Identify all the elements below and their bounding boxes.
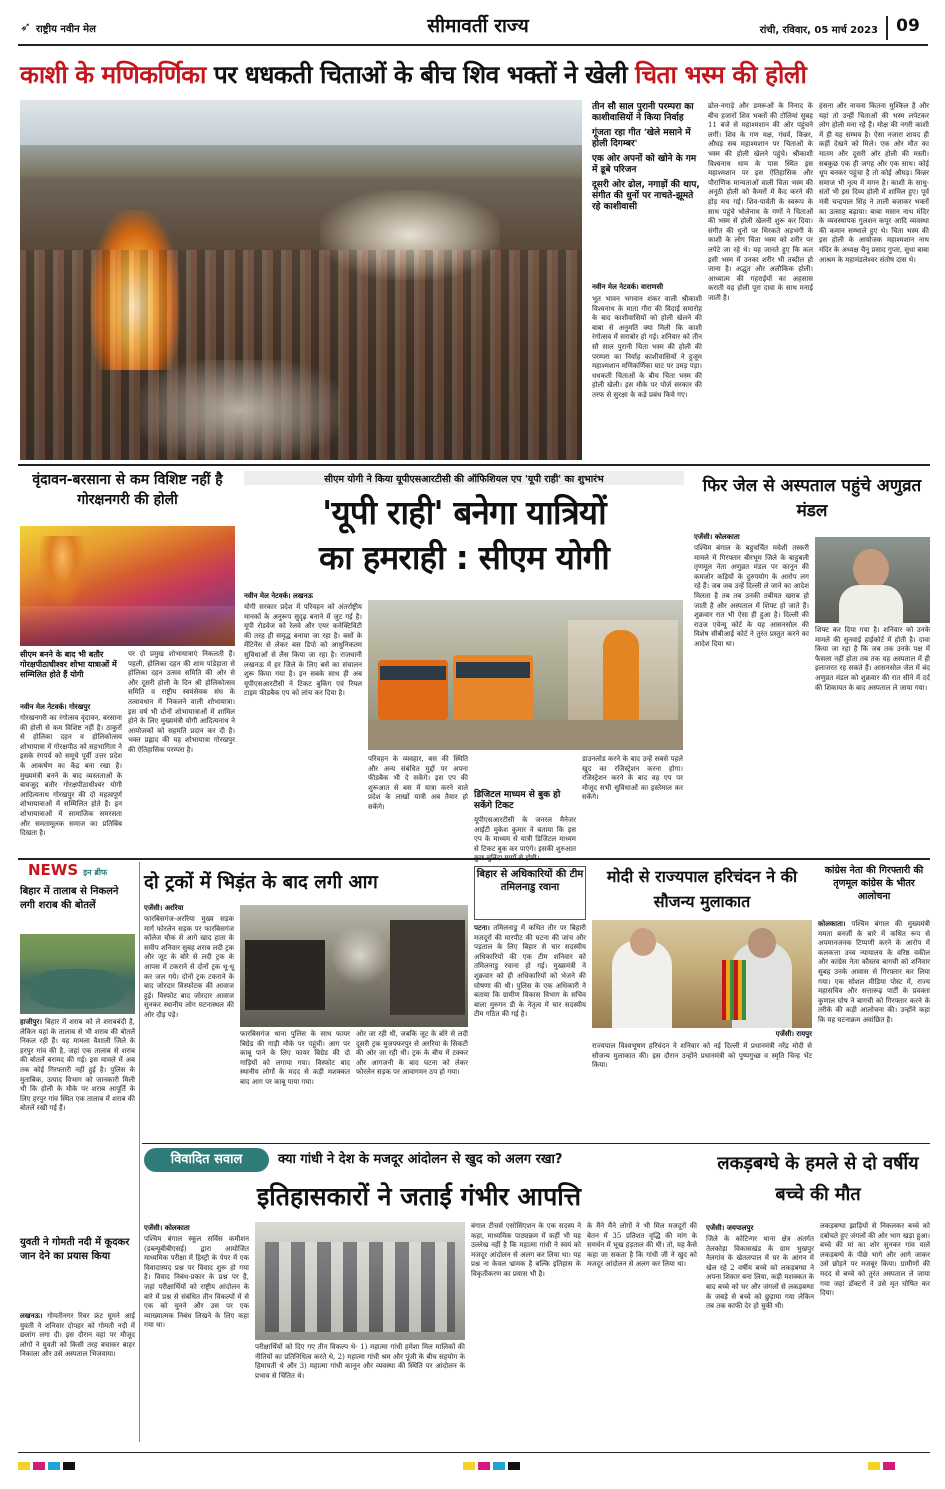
vrindavan-col1: गोरखनगरी का रंगोत्सव वृंदावन, बरसाना की होली से कम विशिष्ट नहीं है। ठाकुरों से होलिका दहन व होलिकोत्सव शोभायात्रा में गोरक्षपीठ को सहभागिता ने इसके रंगपर्व को समूचे पूर्वी उत्तर प्रदेश के आकर्षण का केंद्र बना रखा है। मुख्यमंत्री बनने के बाद व्यस्तताओं के बावजूद बतौर गोरक्षपीठाधीश्वर योगी आदित्यनाथ गोरखपुर की दो महत्वपूर्ण शोभायात्राओं में सम्मिलित होते हैं। इन शोभायात्राओं में सामाजिक समरसता और समतामूलक समाज का प्रतिबिंब दिखता है। [20,714,125,838]
lead-headline: काशी के मणिकर्णिका पर धधकती चिताओं के बीच शिव भक्तों ने खेली चिता भस्म की होली [20,60,807,89]
lead-photo [20,100,582,460]
leopard-headline: लकड़बग्घे के हमले से दो वर्षीय बच्चे की मौत [717,1153,919,1205]
vivadit-byline: एजेंसी। कोलकाता [144,1224,190,1232]
vrindavan-headline: वृंदावन-बरसाना से कम विशिष्ट नहीं है गोरक्षनगरी की होली [32,472,223,508]
masthead [18,14,928,46]
leopard-col1: जिले के कोटिन्गर थाना क्षेत्र अंतर्गत तेलकोड़ा विकासखंड के ग्राम भुखपुर नैलगांव के खेतलपाल में घर के आंगन में खेल रहे 2 वर्षीय बच्चे को लकड़बग्घा ने अपना शिकार बना लिया, कड़ी मशक्कत के बाद बच्चे को घर और जंगलों से लकड़बग्घा के जबड़े से बच्चे को छुड़ाया गया लेकिन तब तक काफी देर हो चुकी थी। [706,1235,817,1311]
upi-rahi-headline: 'यूपी राही' बनेगा यात्रियों का हमराही : सीएम योगी [318,493,610,577]
divider [142,1143,930,1144]
leopard-col2: लकड़बग्घा झाड़ियों से निकलकर बच्चे को दबोचते हुए जंगलों की ओर भाग खड़ा हुआ। बच्चे की मां का शोर सुनकर गांव वाले लकड़बग्घे के पीछे भागे और आगे जाकर उसे छोड़ने पर मजबूर किया। ग्रामीणों की मदद से बच्चे को तुरंत अस्पताल ले जाया गया जहां डॉक्टरों ने उसे मृत घोषित कर दिया। [820,1222,933,1298]
brief2-text: लखनऊ। गोमतीनगर रिवर फ्रंट घूमने आई युवती ने शनिवार दोपहर को गोमती नदी में छलांग लगा दी। इस दौरान वहां पर मौजूद लोगों ने युवती को किसी तरह बचाकर बाहर निकाला और उसे अस्पताल भिजवाया। [20,1312,138,1359]
lead-col3: हंसना और नाचना कितना मुश्किल है और यहां तो उन्हीं चिताओं की भस्म लपेटकर लोग होली मना रहे हैं। मोक्ष की नगरी काशी में ही यह सम्भव है। ऐसा नजारा शायद ही कहीं देखने को मिले। एक ओर मौत का मातम और दूसरी ओर होली की मस्ती। सबकुछ एक ही जगह और एक साथ। कोई धूप बनकर पहुंचा है तो कोई औघड़। किन्नर समाज भी नृत्य में मगन है। काशी के साधु-संतों भी इस दिव्य होली में शामिल हुए। पूर्व मंत्री चन्द्रपाल सिंह ने ताली बजाकर भक्तों का उत्साह बढ़ाया। बाबा मसान नाथ मंदिर के व्यवस्थापक गुलशन कपूर आदि व्यवस्था की कमान सम्भाले हुए थे। चिता भस्म की इस होली के आयोजक महाश्मशान नाथ मंदिर के अध्यक्ष चैनू प्रसाद गुप्ता, सुधा बाबा आश्रम के महामंडलेश्वर संतोष दास थे। [819,102,932,264]
bird-icon: ➶ [20,20,31,35]
news-brief-label: NEWS इन ब्रीफ [28,861,108,879]
modi-text: राज्यपाल विश्वभूषण हरिचंदन ने शनिवार को नई दिल्ली में प्रधानमंत्री नरेंद्र मोदी से सौजन्य मुलाकात की। इस दौरान उन्होंने प्रधानमंत्री को पुष्पगुच्छ व स्मृति चिन्ह भेंट किया। [592,1042,815,1070]
exam-photo [255,1222,465,1340]
vivadit-kicker: क्या गांधी ने देश के मजदूर आंदोलन से खुद को अलग रखा? [278,1152,563,1167]
anubrata-byline: एजेंसी। कोलकाता [694,533,740,541]
modi-byline: एजेंसी। रायपुर [775,1030,812,1038]
section-title: सीमावर्ती राज्य [427,15,529,37]
brief1-headline: बिहार में तालाब से निकलने लगी शराब की बोतलें [20,886,119,911]
anubrata-photo [815,537,930,623]
vivadit-label: विवादित सवाल [144,1148,269,1172]
truck-col2: फारबिसगंज थाना पुलिस के साथ फायर बिग्रेड की गाड़ी मौके पर पहुंची। आग पर काबू पाने के लिए फायर बिग्रेड की दो गाड़ियों को लगाया गया। विस्फोट बाद स्थानीय लोगों के मदद से कड़ी मशक्कत बाद आग पर काबू पाया गया। [240,1030,353,1086]
vivadit-col2: परीक्षार्थियों को दिए गए तीन विकल्प थे- 1) महात्मा गांधी हमेशा मिल मालिकों की नीतियों का प्रतिनिधित्व करते थे, 2) महात्मा गांधी श्रम और पूंजी के बीच सहयोग के हिमायती थे और 3) महात्मा गांधी कानून और व्यवस्था की स्थिति पर आंदोलन के प्रभाव से चिंतित थे। [255,1343,468,1380]
divider [18,464,930,466]
vrindavan-byline: नवीन मेल नेटवर्क। गोरखपुर [20,703,91,711]
subhead: एक ओर अपनों को खोने के गम में डूबे परिजन [592,154,697,175]
brief1-photo [20,934,135,1014]
upi-rahi-photo [368,600,683,750]
brief2-headline: युवती ने गोमती नदी में कूदकर जान देने का प्रयास किया [20,1237,130,1262]
vivadit-col1: पश्चिम बंगाल स्कूल सर्विस कमीशन (डब्ल्यूबीबीएसई) द्वारा आयोजित माध्यमिक परीक्षा में हिस्ट्री के पेपर में एक विवादास्पद प्रश्न पर विवाद शुरू हो गया है। विवाद निबंध-प्रकार के प्रश्न पर है, जहां परीक्षार्थियों को राष्ट्रीय आंदोलन के बारे में प्रश्न से संबंधित तीन विकल्पों में से एक को चुनने और उस पर एक व्याख्यात्मक निबंध लिखने के लिए कहा गया था। [144,1235,252,1330]
upi-rahi-col3: डाउनलोड करने के बाद उन्हें सबसे पहले खुद का रजिस्ट्रेशन करना होगा। रजिस्ट्रेशन करने के बाद वह एप पर मौजूद सभी सुविधाओं का इस्तेमाल कर सकेंगे। [582,755,686,802]
upi-rahi-kicker: सीएम योगी ने किया यूपीएसआरटीसी की ऑफिशियल एप 'यूपी राही' का शुभारंभ [244,471,684,485]
subhead: दूसरी ओर ढोल, नगाड़ों की थाप, संगीत की धुनों पर नाचते-झूमते रहे काशीवासी [592,180,700,212]
vertical-divider [139,862,140,1442]
divider [18,858,930,860]
truck-photo [240,905,468,1027]
lead-byline: नवीन मेल नेटवर्क। वाराणसी [592,283,664,291]
modi-photo [592,920,812,1028]
bihar-team-headline: बिहार से अधिकारियों की टीम तमिलनाडु रवाना [474,866,586,920]
subhead: गूंजता रहा गीत 'खेले मसाने में होली दिगम्बर' [592,128,691,149]
congress-headline: कांग्रेस नेता की गिरफ्तारी की तृणमूल कांग्रेस के भीतर आलोचना [824,865,924,902]
lead-col1: भूत भावन भगवान शंकर वाली श्रीकाशी विश्वनाथ के माता गौरा की विदाई समारोह के बाद काशीवासियों को होली खेलने की बाबा से अनुमति क्या मिली कि काशी रंगोत्सव में सराबोर हो गई। शनिवार को तीन सौ साल पुरानी चिता भस्म की होली की परम्परा का निर्वाह काशीवासियों ने हुजूम महाश्मशान मणिकर्णिका घाट पर उमड़ पड़ा। धधकती चिताओं के बीच चिता भस्म की होली खेली। इस मौके पर पोर्ज सरकार की तरफ से सुरक्षा के कड़े प्रबंध किये गए। [592,295,705,399]
truck-col3: ओर जा रही थी, जबकि जूट के बोरे से लदी दूसरी ट्रक मुजफ्फरपुर से अररिया के सिकटी की ओर जा रही थी। ट्रक के बीच में टक्कर और आगजनी के बाद घटना को लेकर फोरलेन सड़क पर आवागमन ठप हो गया। [356,1030,471,1077]
color-registration-bar [18,1452,930,1464]
vrindavan-photo [20,526,235,646]
vrindavan-col2: पर दो प्रमुख शोभायात्राएं निकलती हैं। पहली, होलिका दहन की शाम पांडेहाता से होलिका दहन उत्सव समिति की ओर से और दूसरी होली के दिन श्री होलिकोत्सव समिति व राष्ट्रीय स्वयंसेवक संघ के तत्वावधान में निकलने वाली शोभायात्रा। इस वर्ष भी दोनों शोभायात्राओं में शामिल होने के लिए मुख्यमंत्री योगी आदित्यनाथ ने आयोजकों को सहमति प्रदान कर दी है। भक्त प्रह्लाद की यह शोभायात्रा गोरखपुर की ऐतिहासिक परम्परा है। [128,650,238,754]
leopard-byline: एजेंसी। जयपालपुर [706,1224,754,1232]
logo [20,18,140,38]
page-number: 09 [886,16,928,40]
vrindavan-subhead: सीएम बनने के बाद भी बतौर गोरक्षपीठाधीश्वर शोभा यात्राओं में सम्मिलित होते हैं योगी [20,650,117,679]
anubrata-col2: शिफ्ट कर दिया गया है। शनिवार को उनके मामले की सुनवाई हाईकोर्ट में होती है। दावा किया जा रहा है कि जब तक उनके पक्ष में फैसला नहीं होता तब तक वह अस्पताल में ही इलाजरत रह सकते हैं। आसनसोल जेल में बंद अणुव्रत मंडल को शुक्रवार की रात सीने में दर्द की शिकायत के बाद अस्पताल ले जाया गया। [815,626,933,692]
dateline: रांची, रविवार, 05 मार्च 2023 [759,25,878,36]
lead-subheads [592,102,702,282]
upi-rahi-byline: नवीन मेल नेटवर्क। लखनऊ [244,592,313,600]
congress-text: कोलकाता। पश्चिम बंगाल की मुख्यमंत्री ममता बनर्जी के बारे में कथित रूप से अपमानजनक टिप्पणी करने के आरोप में कलकत्ता उच्च न्यायालय के वरिष्ठ वकील और कांग्रेस नेता कौस्तव बागची को शनिवार सुबह उनके आवास से गिरफ्तार कर लिया गया। एक सोशल मीडिया पोस्ट में, राज्य महासचिव और सत्तारूढ़ पार्टी के प्रवक्ता कुणाल घोष ने बागची को गिरफ्तार करने के तरीके की कड़ी आलोचना की। उन्होंने कहा कि यह घटनाक्रम अवांछित है। [818,920,933,1024]
vivadit-headline: इतिहासकारों ने जताई गंभीर आपत्ति [256,1182,582,1211]
vivadit-col3: बंगाल टीचर्स एसोसिएशन के एक सदस्य ने कहा, माध्यमिक पाठ्यक्रम में कहीं भी यह उल्लेख नहीं है कि महात्मा गांधी ने स्वयं को मजदूर आंदोलन से अलग कर लिया था। यह प्रश्न ना केवल भ्रामक है बल्कि इतिहास के विकृतीकरण का प्रयास भी है। [471,1222,584,1278]
logo-text: राष्ट्रीय नवीन मेल [36,24,96,35]
truck-byline: एजेंसी। अररिया [144,904,184,912]
anubrata-col1: पश्चिम बंगाल के बहुचर्चित मवेशी तस्करी मामले में गिरफ्तार बीरभूम जिले के बाहुबली तृणमूल नेता अणुव्रत मंडल पर कानून की कमजोर कड़ियों के दुरुपयोग के आरोप लग रहे हैं। जब जब उन्हें दिल्ली ले जाने का आदेश मिलता है तब तब उनकी तबीयत खराब हो जाती है और अस्पताल में शिफ्ट हो जाते हैं। शुक्रवार रात भी ऐसा ही हुआ है। दिल्ली की राउज एवेन्यू कोर्ट के यह आसनसोल की विशेष सीबीआई कोर्ट ने तुरंत प्रस्तुत करने का आदेश दिया था। [694,544,812,648]
vivadit-col4: के मैंने मैंने लोगों ने भी मिल मजदूरों की बेतन में 35 प्रतिशत वृद्धि की मांग के समर्थन में भूख हड़ताल की थी। तो, यह कैसे कहा जा सकता है कि गांधी जी ने खुद को मजदूर आंदोलन से अलग कर लिया था। [587,1222,700,1269]
subhead: तीन सौ साल पुरानी परम्परा का काशीवासियों ने किया निर्वाह [592,102,694,123]
lead-col2: ढोल-नगाड़े और डमरूओं के निनाद के बीच हजारों शिव भक्तों की टोलियां सुबह 11 बजे से महाश्मशान की ओर पहुंचने लगीं। शिव के गण यक्ष, गंधर्व, किन्नर, औघड़ सब महाश्मशान पर चिताओं के भस्म की होली खेलने पहुंचे। श्रीकाशी विश्वनाथ धाम के पास स्थित इस महाश्मशान पर इस ऐतिहासिक और पौराणिक मान्यताओं वाली चिता भस्म की अनूठी होली को कैमरों में कैद करने की होड़ मच गई। शिव-पार्वती के स्वरूप के साथ पहुंचे भोलेनाथ के गणों ने चिताओं की भस्म से होली खेलनी शुरू कर दिया। संगीत की धुनों पर थिरकते अड़भंगी के काशी के लोग चिता भस्म को शरीर पर लपेटे जा रहे थे। यह जानते हुए कि कल इसी भस्म में उनका शरीर भी तब्दील हो जाना है। अद्भुत और अलौकिक होली। आध्यात्म की गहराईयों का अहसास कराती यह होली पूरा दावा के साथ मनाई जाती है। [708,102,816,302]
modi-headline: मोदी से राज्यपाल हरिचंदन ने की सौजन्य मुलाकात [606,867,798,911]
bihar-team-text: पटना। तमिलनाडु में कथित तौर पर बिहारी मजदूरों की मारपीट की घटना की जांच और पड़ताल के लिए बिहार से चार सदस्यीय अधिकारियों की एक टीम शनिवार को तमिलनाडु रवाना हो गई। मुख्यमंत्री ने शुक्रवार को ही अधिकारियों को भेजने की घोषणा की थी। पुलिस के एक अधिकारी ने बताया कि ग्रामीण विकास विभाग के सचिव बाला मुरुगन डी के नेतृत्व में चार सदस्यीय टीम गठित की गई है। [474,924,589,1019]
upi-rahi-subhead: डिजिटल माध्यम से बुक हो सकेंगे टिकट [474,790,561,811]
truck-col1: फारबिसगंज-अररिया मुख्य सड़क मार्ग फोरलेन सड़क पर फारबिसगंज कॉलेज चौक से आगे खाद हाता के समीप शनिवार सुबह शराब लदी ट्रक और जूट के बोरे से लदी ट्रक के आपस में टकराने से दोनों ट्रक धू-धू कर जल गये। दोनों ट्रक टकराने के बाद जोरदार विस्फोटक की आवाज हुई। विस्फोट बाद जोरदार आवाज सुनकर स्थानीय लोग घटनास्थल की ओर दौड़ पड़े। [144,915,237,1019]
brief1-text: हाजीपुर। बिहार में शराब को ले शराबबंदी है, लेकिन यहां के तालाब से भी शराब की बोतलें निकल रही हैं। यह मामला वैशाली जिले के हरपुर गांव की है, जहां एक तालाब से शराब की बोतलें बरामद की गई। इस मामले में अब तक कोई गिरफ्तारी नहीं हुई है। पुलिस के मुताबिक, उत्पाद विभाग को जानकारी मिली थी कि होली के मौके पर शराब आपूर्ति के लिए हरपुर गांव स्थित एक तालाब में शराब की बोतलें रखी गई हैं। [20,1018,138,1113]
upi-rahi-col1: योगी सरकार प्रदेश में परिवहन को अंतर्राष्ट्रीय मानकों के अनुरूप सुदृढ़ बनाने में जुट गई है। यूपी रोडवेज को रेलवे और एयर कनेक्टिविटी की तरह ही समृद्ध बनाया जा रहा है। बसों के मेंटिनेंस से लेकर बस डिपो को आधुनिकतम सुविधाओं से लैस किया जा रहा है। राजधानी लखनऊ में हर जिले के लिए बसें का संचालन शुरू किया गया है। इन सबके साथ ही अब यूपीएसआरटीसी ने टिकट बुकिंग एवं रियल टाइम फीडबैक एप को लांच कर दिया है। [244,603,365,698]
anubrata-headline: फिर जेल से अस्पताल पहुंचे अणुव्रत मंडल [702,476,922,521]
truck-headline: दो ट्रकों में भिड़ंत के बाद लगी आग [144,872,378,893]
upi-rahi-col2b: यूपीएसआरटीसी के जनरल मैनेजर आईटी मुकेश कुमार ने बताया कि इस एप के माध्यम से यात्री डिजिटल माध्यम से टिकट बुक कर पाएंगे। इसकी शुरुआत [474,816,576,853]
upi-rahi-col2: परिवहन के व्यवहार, बस की स्थिति और अन्य संबंधित मुद्दों पर अपना फीडबैक भी दे सकेंगे। इस एप की शुरूआत से बस में यात्रा करने वाले प्रदेश के लाखों यात्री अब तैयार हो सकेंगे। [368,755,471,811]
